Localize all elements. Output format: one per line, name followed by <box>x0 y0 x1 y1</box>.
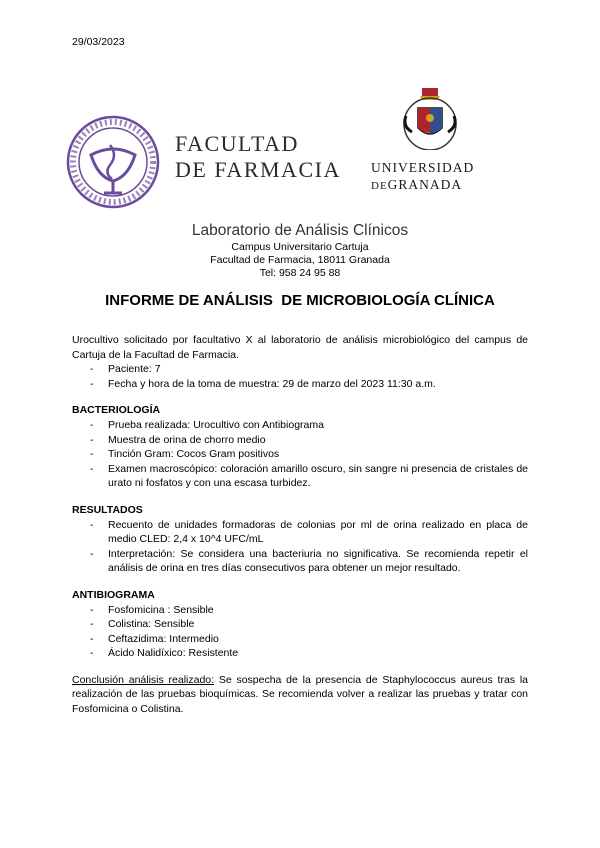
list-item: - Paciente: 7 <box>72 362 528 377</box>
resultados-list <box>72 518 528 576</box>
list-item: - Fosfomicina : Sensible <box>72 603 528 618</box>
section-heading-resultados: RESULTADOS <box>72 503 143 516</box>
lab-address-line: Facultad de Farmacia, 18011 Granada <box>210 254 390 266</box>
university-logo-line1: UNIVERSIDAD <box>371 160 475 175</box>
intro-list <box>72 362 528 391</box>
university-crest-logo <box>398 86 462 150</box>
university-logo-text <box>371 159 474 195</box>
section-heading-antibiograma: ANTIBIOGRAMA <box>72 588 155 601</box>
list-item: - Tinción Gram: Cocos Gram positivos <box>72 447 528 462</box>
university-logo-line2 <box>371 176 474 195</box>
conclusion-text: Se sospecha de la presencia de Staphylococcus aureus tras la realización de las pruebas bioquímicas. Se recomienda volver a realizar las pruebas y tratar con Fosfomicina o Colistina. <box>72 673 528 716</box>
document-date: 29/03/2023 <box>72 36 125 48</box>
list-item: - Ácido Nalidíxico: Resistente <box>72 646 528 661</box>
lab-phone-line: Tel: 958 24 95 88 <box>259 267 341 279</box>
university-logo-granada: GRANADA <box>387 177 463 192</box>
lab-address-line: Campus Universitario Cartuja <box>231 241 369 253</box>
faculty-logo-text <box>175 131 341 183</box>
list-item: - Fecha y hora de la toma de muestra: 29 de marzo del 2023 11:30 a.m. <box>72 377 528 392</box>
list-item: - Examen macroscópico: coloración amarillo oscuro, sin sangre ni presencia de cristales de urato ni fosfatos y con una escasa turbidez. <box>72 462 528 491</box>
faculty-logo-line1: FACULTAD <box>175 131 299 156</box>
list-item: - Ceftazidima: Intermedio <box>72 632 528 647</box>
report-title: INFORME DE ANÁLISIS DE MICROBIOLOGÍA CLÍNICA <box>105 292 495 309</box>
list-item: - Prueba realizada: Urocultivo con Antibiograma <box>72 418 528 433</box>
report-body <box>72 333 528 717</box>
faculty-logo-line2: DE FARMACIA <box>175 157 341 182</box>
bacteriologia-list <box>72 418 528 491</box>
faculty-seal-logo <box>66 115 160 209</box>
list-item: - Recuento de unidades formadoras de colonias por ml de orina realizado en placa de medio CLED: 2,4 x 10^4 UFC/mL <box>72 518 528 547</box>
conclusion-label: Conclusión análisis realizado: <box>72 673 215 686</box>
list-item: - Muestra de orina de chorro medio <box>72 433 528 448</box>
university-logo-de: DE <box>371 180 388 192</box>
antibiograma-list <box>72 603 528 661</box>
lab-title: Laboratorio de Análisis Clínicos <box>191 222 409 239</box>
section-heading-bacteriologia: BACTERIOLOGÍA <box>72 404 161 417</box>
list-item: - Interpretación: Se considera una bacteriuria no significativa. Se recomienda repetir el análisis de orina en tres días consecutivos para obtener un mejor resultado. <box>72 547 528 576</box>
list-item: - Colistina: Sensible <box>72 617 528 632</box>
intro-paragraph: Urocultivo solicitado por facultativo X al laboratorio de análisis microbiológico del campus de Cartuja de la Facultad de Farmacia. <box>72 334 528 361</box>
conclusion-paragraph <box>72 673 528 717</box>
